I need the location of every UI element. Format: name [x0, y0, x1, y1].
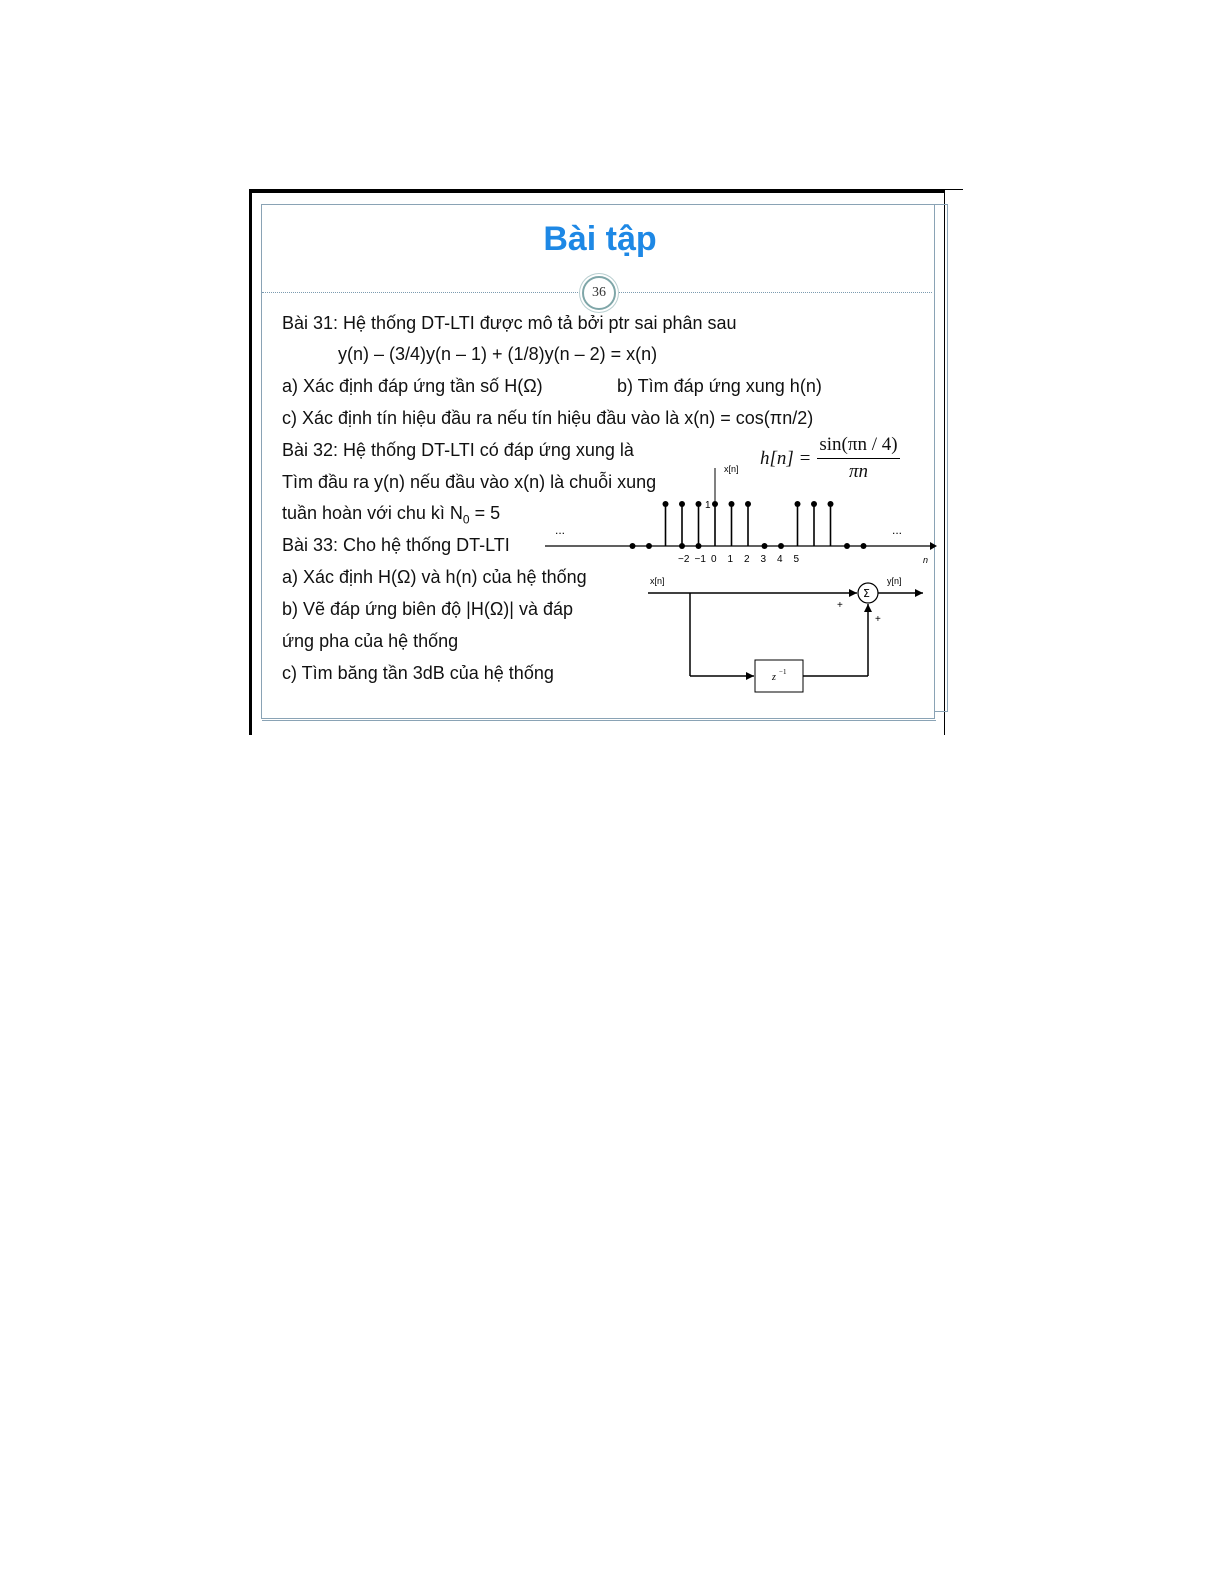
- output-arrow: [915, 589, 923, 597]
- problem-32-text-2: [282, 502, 500, 531]
- period-value: = 5: [469, 503, 501, 523]
- problem-33-part-a: a) Xác định H(Ω) và h(n) của hệ thống: [282, 567, 587, 587]
- block-output-label: y[n]: [887, 576, 902, 586]
- sum-plus-bottom: +: [875, 614, 881, 625]
- sum-symbol: Σ: [863, 587, 870, 600]
- problem-33-part-b-cont: ứng pha của hệ thống: [282, 631, 459, 651]
- zero-sample-marker: [679, 543, 685, 549]
- frame-top-border-extension: [945, 189, 963, 190]
- stem-tick-label: 3: [760, 554, 767, 565]
- problem-33-part-b: b) Vẽ đáp ứng biên độ |H(Ω)| và đáp: [282, 599, 574, 619]
- stem-plot-tick-labels: [678, 554, 800, 565]
- zero-sample-marker: [861, 543, 867, 549]
- stem-tick-label: 0: [711, 554, 717, 565]
- stem-plot-one-label: 1: [705, 500, 711, 511]
- stem-marker: [729, 501, 735, 507]
- stem-tick-label: 5: [793, 554, 800, 565]
- formula-numerator: sin(πn / 4): [817, 434, 899, 459]
- slide-title: Bài tập: [543, 220, 657, 258]
- slide-border-right-shadow: [935, 204, 948, 712]
- stem-marker: [828, 501, 834, 507]
- zero-sample-marker: [630, 543, 636, 549]
- delay-block: [755, 660, 803, 692]
- frame-top-border: [249, 189, 945, 193]
- delay-exponent: −1: [779, 668, 787, 676]
- block-diagram: [640, 572, 935, 694]
- zero-sample-marker: [778, 543, 784, 549]
- stem-tick-label: 1: [727, 554, 734, 565]
- stem-tick-label: 2: [744, 554, 750, 565]
- formula-denominator: πn: [848, 461, 868, 482]
- stem-marker: [663, 501, 669, 507]
- delay-label: z: [772, 672, 776, 683]
- input-arrow: [849, 589, 857, 597]
- stem-marker: [679, 501, 685, 507]
- period-subscript: 0: [462, 512, 470, 527]
- stem-plot-marks: [630, 501, 867, 549]
- stem-marker: [712, 501, 718, 507]
- stem-marker: [811, 501, 817, 507]
- zero-sample-marker: [844, 543, 850, 549]
- block-input-label: x[n]: [650, 576, 665, 586]
- stem-tick-label: −2: [678, 554, 690, 565]
- stem-tick-label: 4: [777, 554, 783, 565]
- problem-32-heading: Bài 32: Hệ thống DT-LTI có đáp ứng xung là: [282, 440, 634, 460]
- problem-31-equation: y(n) – (3/4)y(n – 1) + (1/8)y(n – 2) = x(n): [338, 344, 658, 364]
- feedback-arrow: [864, 604, 872, 612]
- stem-plot-ellipsis-left: ...: [555, 523, 566, 537]
- period-text: tuần hoàn với chu kì N: [282, 503, 463, 523]
- zero-sample-marker: [646, 543, 652, 549]
- problem-31-part-b: b) Tìm đáp ứng xung h(n): [617, 376, 822, 396]
- problem-32-text-1: Tìm đầu ra y(n) nếu đầu vào x(n) là chuỗi xung: [282, 472, 657, 492]
- problem-33-heading: Bài 33: Cho hệ thống DT-LTI: [282, 535, 510, 555]
- slide-border-bottom: [262, 711, 936, 721]
- delay-input-arrow: [746, 672, 754, 680]
- zero-sample-marker: [762, 543, 768, 549]
- stem-marker: [745, 501, 751, 507]
- stem-marker: [795, 501, 801, 507]
- periodic-pulse-stem-plot: [540, 460, 940, 572]
- page-number-badge: 36: [582, 276, 616, 310]
- sum-plus-top: +: [837, 600, 843, 611]
- problem-31-heading: Bài 31: Hệ thống DT-LTI được mô tả bởi ptr sai phân sau: [282, 313, 737, 333]
- stem-plot-x-arrow: [930, 542, 937, 550]
- problem-31-part-a: a) Xác định đáp ứng tần số H(Ω): [282, 376, 543, 396]
- stem-plot-xlabel: n: [923, 555, 929, 565]
- problem-31-part-c: c) Xác định tín hiệu đầu ra nếu tín hiệu đầu vào là x(n) = cos(πn/2): [282, 408, 814, 428]
- zero-sample-marker: [696, 543, 702, 549]
- stem-plot-ellipsis-right: ...: [892, 523, 903, 537]
- stem-marker: [696, 501, 702, 507]
- problem-33-part-c: c) Tìm băng tần 3dB của hệ thống: [282, 663, 554, 683]
- frame-left-border: [249, 189, 252, 735]
- stem-plot-ylabel: x[n]: [724, 464, 739, 474]
- stem-tick-label: −1: [694, 554, 706, 565]
- formula-lhs: h[n] =: [760, 448, 812, 469]
